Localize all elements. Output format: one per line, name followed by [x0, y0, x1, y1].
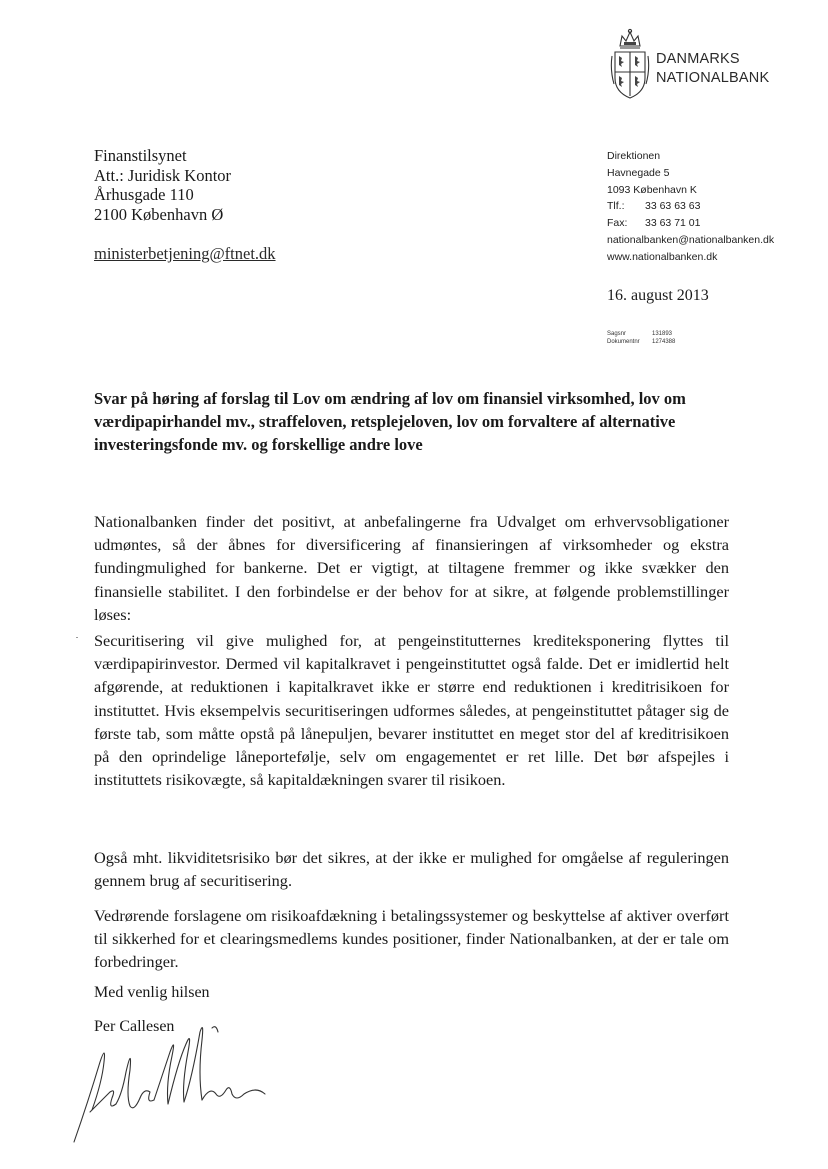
sender-fax-row	[607, 215, 774, 232]
sender-street: Havnegade 5	[607, 166, 670, 179]
case-number-label: Sagsnr	[607, 331, 627, 337]
body-paragraph: Også mht. likviditetsrisiko bør det sikres, at der ikke er mulighed for omgåelse af reguleringen gennem brug af securitisering.	[94, 848, 729, 891]
sender-phone-row	[607, 198, 774, 215]
recipient-street: Århusgade 110	[94, 185, 194, 204]
recipient-city: 2100 København Ø	[94, 204, 224, 224]
sender-email[interactable]: nationalbanken@nationalbanken.dk	[607, 233, 775, 246]
handwritten-signature	[60, 1022, 290, 1147]
body-paragraph: Nationalbanken finder det positivt, at anbefalingerne fra Udvalget om erhvervsobligationer udmøntes, så der åbnes for diversificering af finansieringen af virksomheder og ekstra fundingmulighed for bankerne. Det er vigtigt, at tiltagene fremmer og ikke svækker den finansielle stabilitet. I den forbindelse er der behov for at sikre, at følgende problemstillinger løses:	[94, 512, 729, 624]
case-number-row	[607, 331, 675, 339]
sender-department: Direktionen	[607, 150, 661, 162]
fax-number: 33 63 71 01	[645, 217, 701, 230]
letter-subject: Svar på høring af forslag til Lov om ændring af lov om finansiel virksomhed, lov om værdipapirhandel mv., straffeloven, retsplejeloven, lov om forvaltere af alternative investeringsfonde mv. og forskellige andre love	[94, 389, 686, 454]
royal-crest-icon	[610, 26, 650, 102]
recipient-address	[94, 146, 231, 224]
document-number-row	[607, 339, 675, 347]
scan-speck	[76, 637, 78, 638]
sender-info	[607, 148, 774, 266]
bank-logo	[610, 26, 810, 106]
bank-name-line1: DANMARKS	[656, 51, 740, 67]
letter-date: 16. august 2013	[607, 287, 709, 304]
body-paragraph: Securitisering vil give mulighed for, at pengeinstitutternes krediteksponering flyttes til værdipapirinvestor. Dermed vil kapitalkravet i pengeinstituttet også falde. Det er imidlertid helt afgørende, at reduktionen i kapitalkravet ikke er større end reduktionen i kreditrisikoen for instituttet. Hvis eksempelvis securitiseringen udformes således, at pengeinstituttet påtager sig de første tab, som måtte opstå på lånepuljen, bevarer instituttet en meget stor del af kreditrisikoen på den oprindelige låneportefølje, selv om engagementet er ret lille. Det bør afspejles i instituttets risikovægte, så kapitaldækningen svarer til risikoen.	[94, 631, 729, 790]
closing-greeting: Med venlig hilsen	[94, 984, 210, 1001]
phone-label: Tlf.:	[607, 200, 625, 213]
recipient-att: Att.: Juridisk Kontor	[94, 165, 232, 185]
document-number-label: Dokumentnr	[607, 338, 640, 345]
recipient-email-link[interactable]: ministerbetjening@ftnet.dk	[94, 244, 276, 263]
sender-city: 1093 København K	[607, 183, 697, 196]
document-number: 1274388	[652, 338, 676, 345]
reference-numbers	[607, 331, 675, 346]
case-number: 131893	[652, 331, 673, 337]
recipient-name: Finanstilsynet	[94, 146, 187, 165]
bank-name-line2: NATIONALBANK	[656, 70, 770, 86]
sender-website[interactable]: www.nationalbanken.dk	[607, 250, 718, 263]
signer-name: Per Callesen	[94, 1018, 175, 1035]
body-paragraph: Vedrørende forslagene om risikoafdækning i betalingssystemer og beskyttelse af aktiver overført til sikkerhed for et clearingsmedlems kundes positioner, finder Nationalbanken, at der er tale om forbedringer.	[94, 906, 729, 972]
fax-label: Fax:	[607, 217, 628, 230]
phone-number: 33 63 63 63	[645, 200, 701, 213]
